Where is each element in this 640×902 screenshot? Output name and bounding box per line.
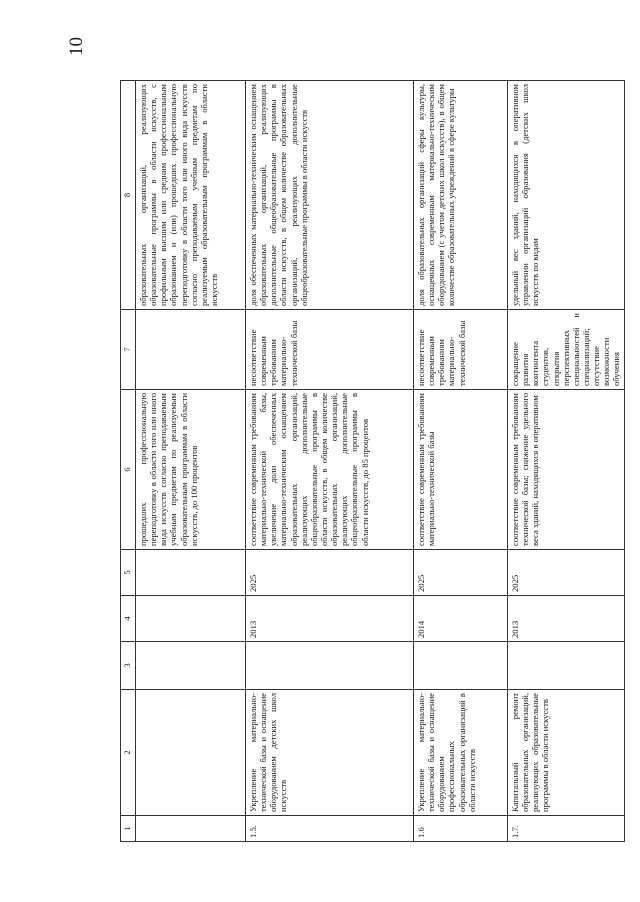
table-row xyxy=(414,81,508,842)
indicator-link: доля образовательных организаций сферы культуры, оснащенных современным материально-техническим оборудованием (с учетом детских школ искусств), в общем количестве образовательных учреждений в сфере культуры xyxy=(414,81,508,310)
start-year: 2013 xyxy=(246,596,414,642)
row-number xyxy=(136,816,246,842)
row-number: 1.6 xyxy=(414,816,508,842)
non-implementation-consequence: сокращение развития контингента студентов, открытия перспективных специальностей и специализаций; отсутствие возможности обучения xyxy=(508,310,625,390)
column-header: 1 xyxy=(121,816,136,842)
start-year xyxy=(136,596,246,642)
rotated-document xyxy=(120,80,622,842)
expected-result: прошедших профессиональную переподготовку в области того или иного вида искусств согласно преподаваемым учебным предметам по реализуемым образовательным программам в области искусств, до 100 процентов xyxy=(136,390,246,550)
start-year: 2013 xyxy=(508,596,625,642)
column-header: 8 xyxy=(121,81,136,310)
expected-result: соответствие современным требованиям материально-технической базы, увеличение доли обеспеченных материально-техническим оснащением образовательных организаций, реализующих дополнительные общеобразовательные программы в области искусств, в общем количестве образовательных организаций, реализующих дополнительные общеобразовательные программы в области искусств, до 85 процентов xyxy=(246,390,414,550)
column-header: 2 xyxy=(121,690,136,816)
indicator-link: образовательных организаций, реализующих образовательные программы в области искусств, с профильным высшим или средним профессиональным образованием и (или) прошедших профессиональную переподготовку в области того или иного вида искусств согласно преподаваемым учебным предметам по реализуемым образовательным программам в области искусств xyxy=(136,81,246,310)
measure-name xyxy=(136,690,246,816)
table-row xyxy=(246,81,414,842)
indicator-link: доля обеспеченных материально-техническим оснащением образовательных организаций, реализующих дополнительные общеобразовательные программы в области искусств, в общем количестве образовательных организаций, реализующих дополнительные общеобразовательные программы в области искусств xyxy=(246,81,414,310)
executor-cell xyxy=(136,642,246,690)
end-year: 2025 xyxy=(414,550,508,596)
executor-cell xyxy=(246,642,414,690)
end-year: 2025 xyxy=(246,550,414,596)
measure-name: Укрепление материально-технической базы и оснащение оборудованием детских школ искусств xyxy=(246,690,414,816)
row-number: 1.5. xyxy=(246,816,414,842)
executor-cell xyxy=(508,642,625,690)
non-implementation-consequence: несоответствие современным требованиям материально-технической базы xyxy=(246,310,414,390)
expected-result: соответствие современным требованиям технической базы; снижение удельного веса зданий, находящихся в оперативном xyxy=(508,390,625,550)
column-header: 4 xyxy=(121,596,136,642)
non-implementation-consequence: несоответствие современным требованиям материально-технической базы xyxy=(414,310,508,390)
page-number: 10 xyxy=(66,37,87,56)
program-table xyxy=(120,80,625,842)
table-row xyxy=(136,81,246,842)
column-header: 3 xyxy=(121,642,136,690)
start-year: 2014 xyxy=(414,596,508,642)
column-header: 5 xyxy=(121,550,136,596)
table-row xyxy=(508,81,625,842)
executor-cell xyxy=(414,642,508,690)
end-year xyxy=(136,550,246,596)
measure-name: Укрепление материально-технической базы и оснащение оборудованием профессиональных образовательных организаций в области искусств xyxy=(414,690,508,816)
measure-name: Капитальный ремонт образовательных организаций, реализующих образовательные программы в области искусств xyxy=(508,690,625,816)
column-header: 7 xyxy=(121,310,136,390)
table-header-row xyxy=(121,81,136,842)
end-year: 2025 xyxy=(508,550,625,596)
row-number: 1.7. xyxy=(508,816,625,842)
indicator-link: удельный вес зданий, находящихся в оперативном управлении организаций образования (детских школ искусств по видам xyxy=(508,81,625,310)
expected-result: соответствие современным требованиям материально-технической базы xyxy=(414,390,508,550)
column-header: 6 xyxy=(121,390,136,550)
non-implementation-consequence xyxy=(136,310,246,390)
